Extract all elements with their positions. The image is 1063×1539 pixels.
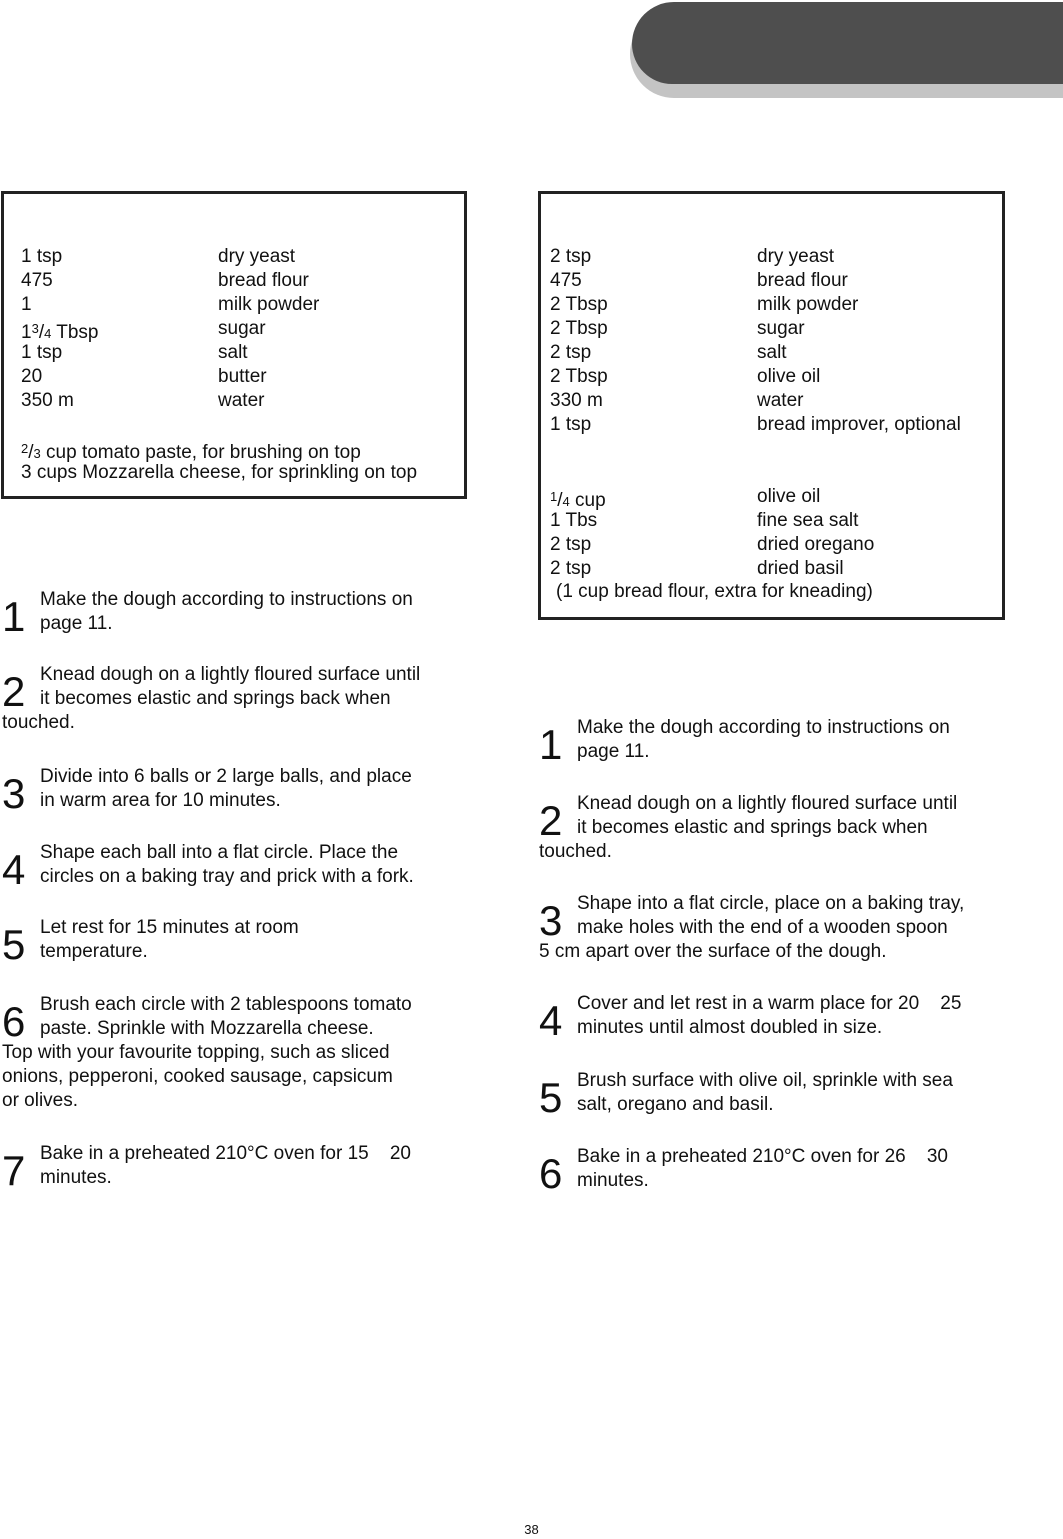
ingredient-amount: $1^3/4$ Tbsp (21, 321, 99, 343)
ingredient-amount: 350 m (21, 390, 74, 411)
ingredient-name: olive oil (757, 486, 821, 507)
ingredient-amount: 1 tsp (550, 414, 592, 435)
ingredient-amount: $^1$/4 cup (550, 489, 606, 511)
step-text: page 11. (40, 613, 113, 634)
step-text: paste. Sprinkle with Mozzarella cheese. (40, 1018, 374, 1039)
step-text: Knead dough on a lightly floured surface until (40, 664, 421, 685)
ingredient-amount: 1 Tbs (550, 510, 598, 531)
ingredient-name: bread flour (218, 270, 309, 291)
ingredient-amount: 20 (21, 366, 43, 387)
step-text: Shape into a flat circle, place on a baking tray, (577, 893, 965, 914)
ingredient-name: salt (757, 342, 787, 363)
ingredient-name: salt (218, 342, 248, 363)
step-number: 6 (2, 998, 26, 1045)
ingredient-amount: 2 tsp (550, 342, 592, 363)
ingredient-name: water (218, 390, 265, 411)
step-text: Bake in a preheated 210°C oven for 15 20 (40, 1143, 411, 1164)
step-number: 5 (539, 1074, 563, 1121)
step-text: minutes. (40, 1167, 112, 1188)
step-text: circles on a baking tray and prick with a fork. (40, 866, 414, 887)
page-number: 38 (524, 1522, 539, 1537)
ingredient-amount: 1 tsp (21, 342, 63, 363)
step-text: Top with your favourite topping, such as sliced (2, 1042, 390, 1063)
ingredient-amount: 2 tsp (550, 534, 592, 555)
ingredient-name: milk powder (757, 294, 859, 315)
step-text: touched. (2, 712, 75, 733)
step-number: 3 (2, 770, 26, 817)
step-text: onions, pepperoni, cooked sausage, capsicum (2, 1066, 393, 1087)
step-text: Shape each ball into a flat circle. Place the (40, 842, 399, 863)
step-text: Make the dough according to instructions on (577, 717, 950, 738)
step-number: 3 (539, 897, 563, 944)
step-text: in warm area for 10 minutes. (40, 790, 281, 811)
step-text: page 11. (577, 741, 650, 762)
step-number: 4 (2, 846, 26, 893)
step-number: 5 (2, 921, 26, 968)
step-text: it becomes elastic and springs back when (40, 688, 391, 709)
ingredient-name: sugar (218, 318, 266, 339)
step-text: salt, oregano and basil. (577, 1094, 774, 1115)
step-number: 1 (539, 721, 563, 768)
step-text: Cover and let rest in a warm place for 20 25 (577, 993, 962, 1014)
step-text: Divide into 6 balls or 2 large balls, and place (40, 766, 412, 787)
step-number: 7 (2, 1147, 26, 1194)
topping-note: $^2$/3 cup tomato paste, for brushing on top (21, 441, 361, 463)
header-tab (632, 2, 1063, 84)
ingredient-name: fine sea salt (757, 510, 859, 531)
step-text: Bake in a preheated 210°C oven for 26 30 (577, 1146, 948, 1167)
ingredient-name: milk powder (218, 294, 320, 315)
ingredient-name: dried basil (757, 558, 844, 579)
ingredient-name: sugar (757, 318, 805, 339)
ingredient-amount: 2 Tbsp (550, 318, 608, 339)
step-text: make holes with the end of a wooden spoon (577, 917, 948, 938)
step-text: minutes. (577, 1170, 649, 1191)
step-text: Let rest for 15 minutes at room (40, 917, 299, 938)
step-number: 4 (539, 997, 563, 1044)
ingredient-amount: 2 Tbsp (550, 366, 608, 387)
step-number: 6 (539, 1150, 563, 1197)
ingredient-amount: 2 Tbsp (550, 294, 608, 315)
ingredient-name: butter (218, 366, 267, 387)
ingredient-amount: 475 (21, 270, 53, 291)
ingredient-name: dried oregano (757, 534, 875, 555)
ingredient-amount: 1 (21, 294, 32, 315)
ingredient-amount: 2 tsp (550, 558, 592, 579)
ingredient-name: water (757, 390, 804, 411)
step-text: it becomes elastic and springs back when (577, 817, 928, 838)
ingredient-name: dry yeast (757, 246, 835, 267)
step-number: 2 (539, 797, 563, 844)
step-text: or olives. (2, 1090, 79, 1111)
topping-note: 3 cups Mozzarella cheese, for sprinkling on top (21, 462, 418, 483)
ingredient-amount: 1 tsp (21, 246, 63, 267)
step-text: Brush each circle with 2 tablespoons tomato (40, 994, 412, 1015)
ingredient-name: olive oil (757, 366, 821, 387)
step-text: temperature. (40, 941, 148, 962)
step-text: Brush surface with olive oil, sprinkle with sea (577, 1070, 953, 1091)
ingredient-name: dry yeast (218, 246, 296, 267)
ingredient-amount: 475 (550, 270, 582, 291)
step-number: 2 (2, 668, 26, 715)
step-number: 1 (2, 593, 26, 640)
ingredient-name: bread improver, optional (757, 414, 961, 435)
extra-flour-note: (1 cup bread flour, extra for kneading) (556, 581, 873, 602)
ingredient-name: bread flour (757, 270, 848, 291)
ingredient-amount: 2 tsp (550, 246, 592, 267)
step-text: Make the dough according to instructions on (40, 589, 413, 610)
step-text: minutes until almost doubled in size. (577, 1017, 883, 1038)
step-text: 5 cm apart over the surface of the dough. (539, 941, 887, 962)
step-text: touched. (539, 841, 612, 862)
step-text: Knead dough on a lightly floured surface until (577, 793, 958, 814)
ingredient-amount: 330 m (550, 390, 603, 411)
